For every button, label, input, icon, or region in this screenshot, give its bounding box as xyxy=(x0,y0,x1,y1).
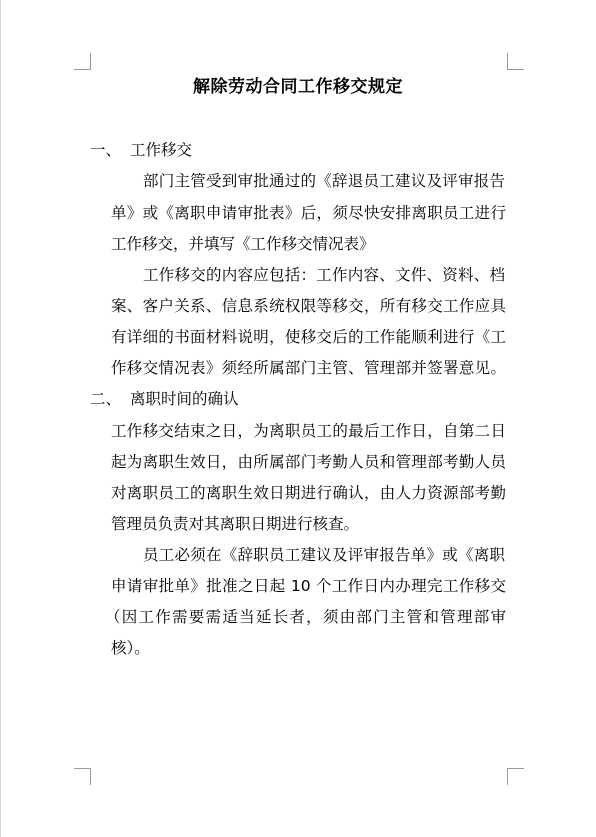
section1-para2-line1: 工作移交的内容应包括：工作内容、文件、资料、档 xyxy=(143,266,505,284)
section2-para2-line1: 员工必须在《辞职员工建议及评审报告单》或《离职 xyxy=(143,546,505,564)
section2-para1-line4: 管理员负责对其离职日期进行核查。 xyxy=(111,515,360,533)
section2-para2-line2: 申请审批单》批准之日起 10 个工作日内办理完工作移交 xyxy=(111,577,506,595)
section1-para2-line3: 有详细的书面材料说明，使移交后的工作能顺利进行《工 xyxy=(111,328,506,346)
section2-para1-line1: 工作移交结束之日，为离职员工的最后工作日，自第二日 xyxy=(111,422,506,440)
page-left-edge xyxy=(0,0,1,837)
section2-para1-line3: 对离职员工的离职生效日期进行确认，由人力资源部考勤 xyxy=(111,484,506,502)
crop-mark-top-left xyxy=(74,53,91,70)
section1-para1-line2: 单》或《离职申请审批表》后，须尽快安排离职员工进行 xyxy=(111,204,506,222)
section1-para2-line2: 案、客户关系、信息系统权限等移交，所有移交工作应具 xyxy=(111,297,506,315)
crop-mark-bottom-left xyxy=(74,768,91,785)
crop-mark-bottom-right xyxy=(507,768,524,785)
section2-para2-line3: （因工作需要需适当延长者，须由部门主管和管理部审 xyxy=(105,608,506,626)
section2-para1-line2: 起为离职生效日，由所属部门考勤人员和管理部考勤人员 xyxy=(111,453,506,471)
section1-para1-line3: 工作移交，并填写《工作移交情况表》 xyxy=(111,235,375,253)
section1-para2-line4: 作移交情况表》须经所属部门主管、管理部并签署意见。 xyxy=(111,359,506,377)
section2-heading: 离职时间的确认 xyxy=(130,390,239,408)
document-title: 解除劳动合同工作移交规定 xyxy=(193,77,403,97)
section2-para2-line4: 核）。 xyxy=(111,639,150,657)
crop-mark-top-right xyxy=(507,53,524,70)
section1-para1-line1: 部门主管受到审批通过的《辞退员工建议及评审报告 xyxy=(143,172,505,190)
section2-number: 二、 xyxy=(90,390,122,408)
section1-heading: 工作移交 xyxy=(130,141,193,159)
section1-number: 一、 xyxy=(90,141,122,159)
